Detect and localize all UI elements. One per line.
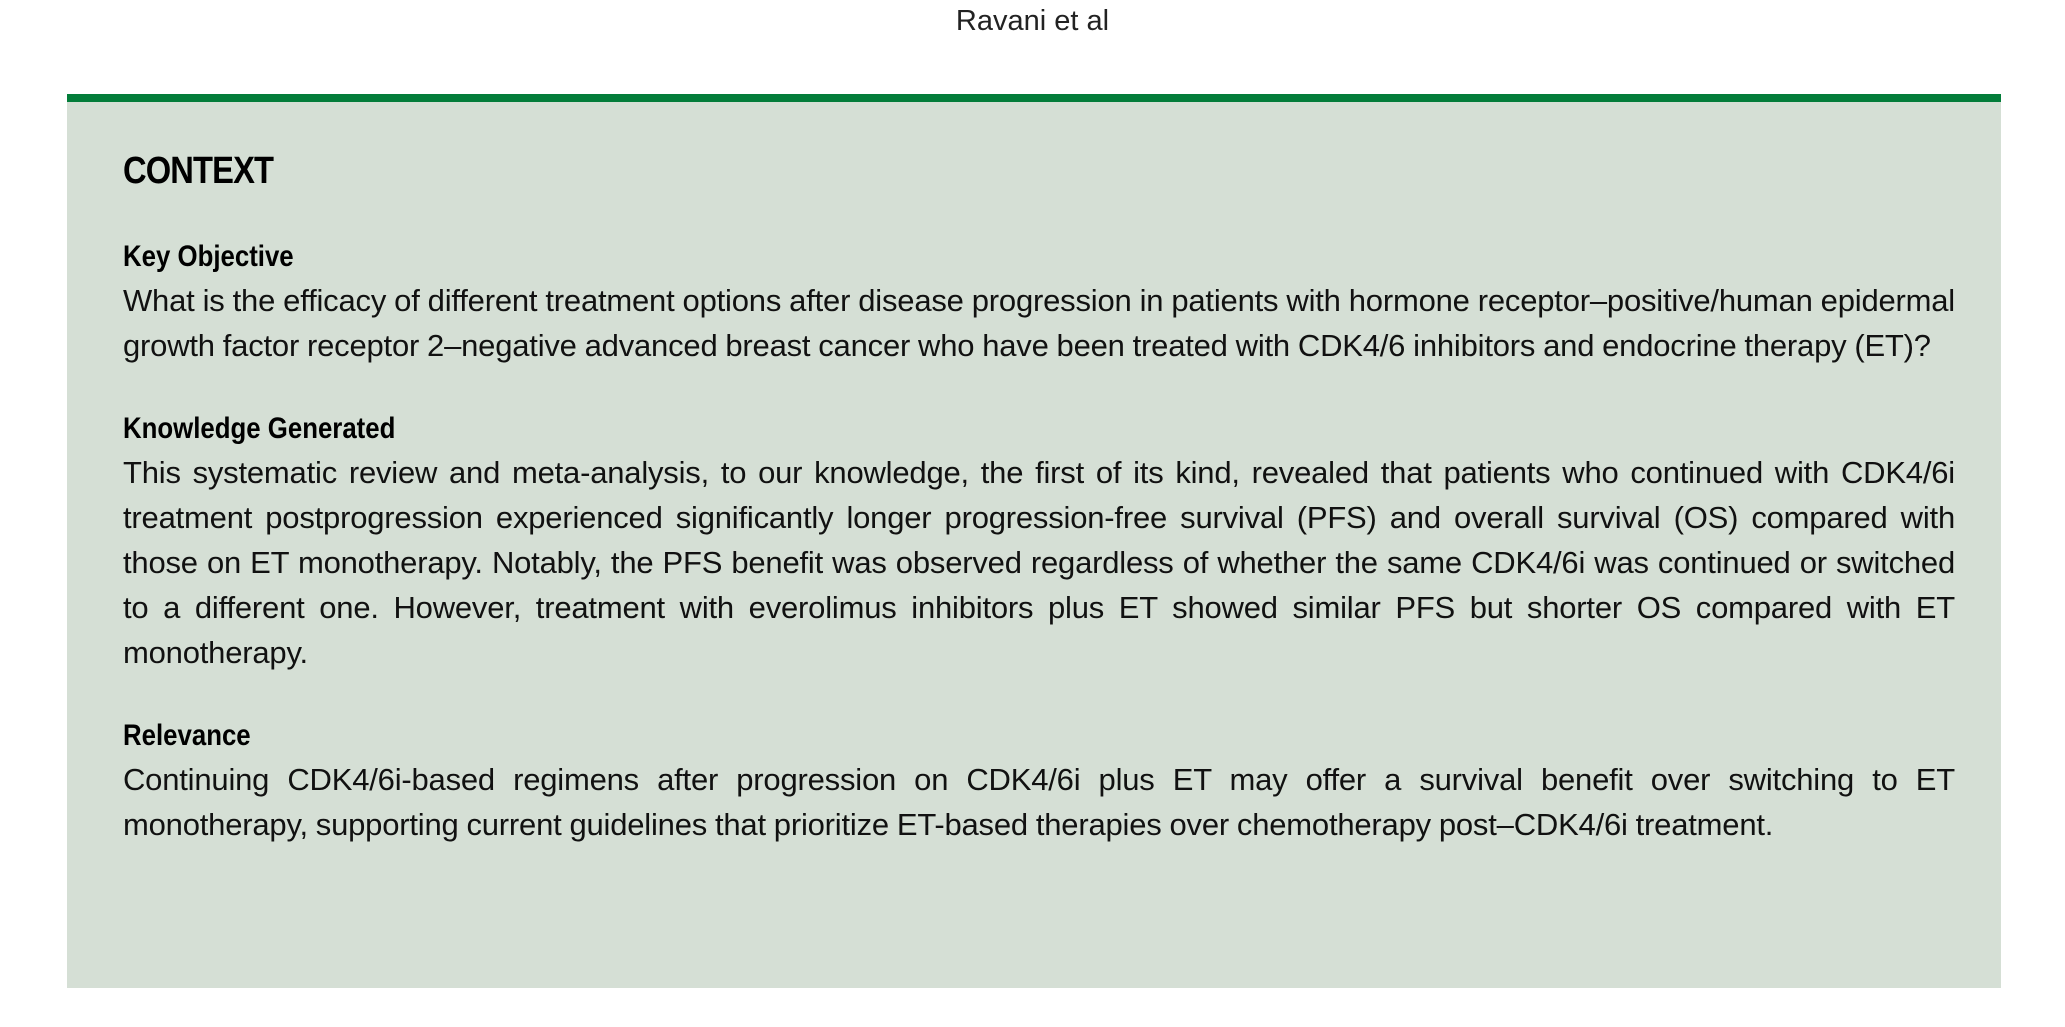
key-objective-text: What is the efficacy of different treatment options after disease progression in patients with hormone receptor–positive/human epidermal growth factor receptor 2–negative advanced breast cancer who have been treated with CDK4/6 inhibitors and endocrine therapy (ET)? bbox=[123, 283, 1955, 363]
running-head: Ravani et al bbox=[955, 5, 1110, 37]
knowledge-generated-section bbox=[123, 408, 1955, 675]
key-objective-heading: Key Objective bbox=[123, 240, 294, 273]
key-objective-section bbox=[123, 236, 1955, 368]
relevance-text: Continuing CDK4/6i-based regimens after progression on CDK4/6i plus ET may offer a survival benefit over switching to ET monotherapy, supporting current guidelines that prioritize ET-based therapies over chemotherapy post–CDK4/6i treatment. bbox=[123, 762, 1955, 842]
context-box bbox=[67, 94, 2001, 988]
knowledge-generated-text: This systematic review and meta-analysis, to our knowledge, the first of its kind, revealed that patients who continued with CDK4/6i treatment postprogression experienced significantly longer progression-free survival (PFS) and overall survival (OS) compared with those on ET monotherapy. Notably, the PFS benefit was observed regardless of whether the same CDK4/6i was continued or switched to a different one. However, treatment with everolimus inhibitors plus ET showed similar PFS but shorter OS compared with ET monotherapy. bbox=[123, 455, 1955, 670]
relevance-heading: Relevance bbox=[123, 719, 251, 752]
relevance-section bbox=[123, 715, 1955, 847]
context-box-content bbox=[123, 146, 1955, 887]
context-title: CONTEXT bbox=[123, 150, 274, 192]
knowledge-generated-heading: Knowledge Generated bbox=[123, 412, 396, 445]
